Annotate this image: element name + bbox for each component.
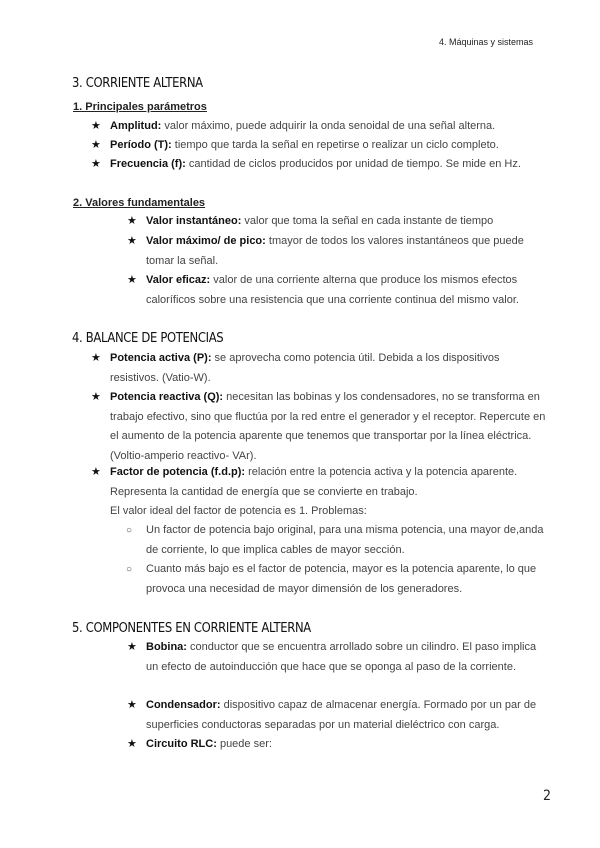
list-item: [127, 271, 556, 310]
sub-item-text: Un factor de potencia bajo original, para una misma potencia, una mayor de,anda de corriente, lo que implica cables de mayor sección.: [146, 524, 544, 556]
list-item: [91, 117, 550, 137]
star-bullet-icon: ★: [91, 352, 101, 364]
item-term: Valor eficaz:: [146, 274, 211, 286]
item-term: Amplitud:: [110, 120, 162, 132]
star-bullet-icon: ★: [91, 158, 101, 170]
item-term: Circuito RLC:: [146, 738, 217, 750]
star-bullet-icon: ★: [127, 641, 137, 653]
item-term: Frecuencia (f):: [110, 158, 186, 170]
running-header: 4. Máquinas y sistemas: [438, 37, 533, 47]
list-item: [91, 463, 560, 502]
section-3-title: 3. CORRIENTE ALTERNA: [72, 75, 203, 91]
item-term: Bobina:: [146, 641, 187, 653]
list-item: [127, 696, 556, 735]
star-bullet-icon: ★: [127, 235, 137, 247]
item-text: valor de una corriente alterna que produce los mismos efectos caloríficos sobre una resistencia que una corriente continua del mismo valor.: [146, 274, 519, 306]
list-item: [127, 212, 546, 232]
subsection-1-title: 1. Principales parámetros: [73, 101, 207, 113]
item-term: Período (T):: [110, 139, 172, 151]
page-number: 2: [543, 788, 552, 804]
item-term: Valor instantáneo:: [146, 215, 242, 227]
circle-bullet-icon: ○: [126, 564, 133, 575]
star-bullet-icon: ★: [127, 274, 137, 286]
list-item: [127, 232, 526, 271]
star-bullet-icon: ★: [91, 466, 101, 478]
list-item: [127, 735, 546, 755]
list-item: [127, 638, 546, 677]
star-bullet-icon: ★: [91, 139, 101, 151]
star-bullet-icon: ★: [127, 215, 137, 227]
sub-item-text: Cuanto más bajo es el factor de potencia, mayor es la potencia aparente, lo que provoca una necesidad de mayor dimensión de los generadores.: [146, 563, 537, 595]
list-item: [91, 155, 560, 175]
sub-list-item: [126, 560, 556, 599]
section-5-title: 5. COMPONENTES EN CORRIENTE ALTERNA: [72, 620, 311, 636]
item-text: tmayor de todos los valores instantáneos que puede tomar la señal.: [146, 235, 524, 267]
star-bullet-icon: ★: [127, 738, 137, 750]
item-text: cantidad de ciclos producidos por unidad de tiempo. Se mide en Hz.: [185, 158, 521, 170]
item-text: puede ser:: [216, 738, 272, 750]
star-bullet-icon: ★: [91, 391, 101, 403]
circle-bullet-icon: ○: [126, 525, 133, 536]
item-text: valor máximo, puede adquirir la onda senoidal de una señal alterna.: [161, 120, 496, 132]
sub-list-item: [126, 521, 546, 560]
list-item: [91, 136, 550, 156]
star-bullet-icon: ★: [91, 120, 101, 132]
item-text: conductor que se encuentra arrollado sobre un cilindro. El paso implica un efecto de autoinducción que hace que se oponga al paso de la corriente.: [146, 641, 537, 673]
item-text: tiempo que tarda la señal en repetirse o realizar un ciclo completo.: [171, 139, 499, 151]
subsection-2-title: 2. Valores fundamentales: [73, 197, 206, 209]
item-term: Factor de potencia (f.d.p):: [110, 466, 246, 478]
list-item: [91, 388, 550, 466]
section-4-title: 4. BALANCE DE POTENCIAS: [72, 330, 224, 346]
list-item: [91, 349, 540, 388]
item-term: Potencia reactiva (Q):: [110, 391, 224, 403]
star-bullet-icon: ★: [127, 699, 137, 711]
item-text: dispositivo capaz de almacenar energía. Formado por un par de superficies conductoras separadas por un material dieléctrico con carga.: [146, 699, 537, 731]
item-term: Potencia activa (P):: [110, 352, 212, 364]
item-text: necesitan las bobinas y los condensadores, no se transforma en trabajo efectivo, sino que fluctúa por la red entre el generador y el receptor. Repercute en el aumento de la potencia aparente que tenemos que transportar por la línea eléctrica. (Voltio-amperio reactivo- VAr).: [110, 391, 546, 462]
item-term: Condensador:: [146, 699, 221, 711]
item-term: Valor máximo/ de pico:: [146, 235, 266, 247]
item-text: valor que toma la señal en cada instante de tiempo: [241, 215, 494, 227]
item-text: relación entre la potencia activa y la potencia aparente. Representa la cantidad de energía que se convierte en trabajo.: [110, 466, 518, 498]
ideal-value-line: El valor ideal del factor de potencia es 1. Problemas:: [110, 505, 367, 517]
item-text: se aprovecha como potencia útil. Debida a los dispositivos resistivos. (Vatio-W).: [110, 352, 500, 384]
